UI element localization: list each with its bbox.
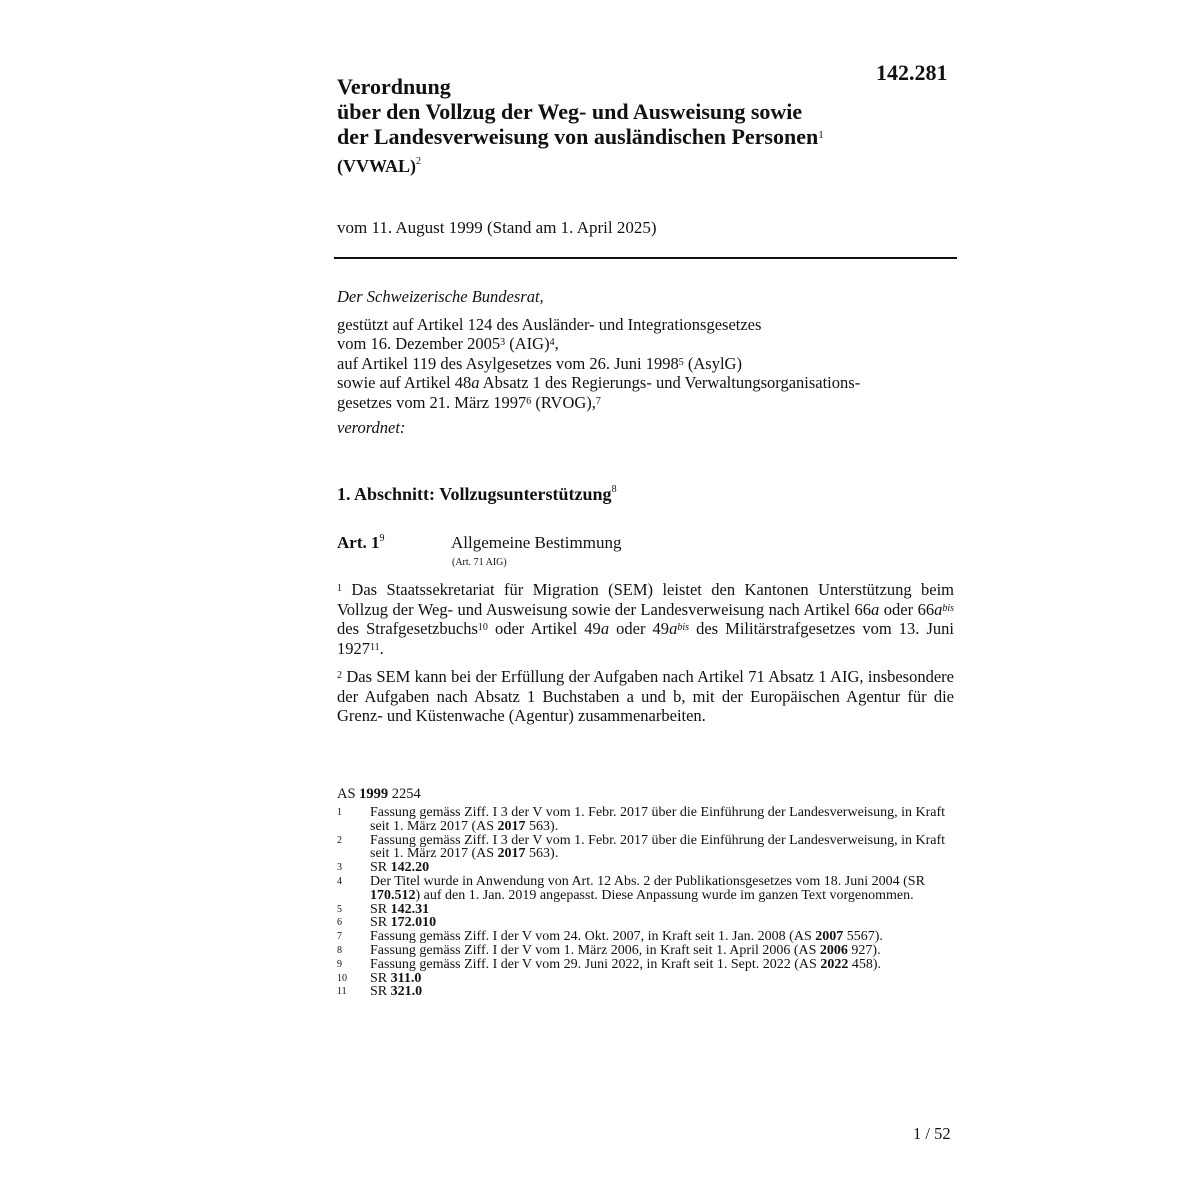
footnote-text-part: 458).	[848, 956, 881, 972]
paragraph-italic: a	[871, 599, 880, 619]
preamble-enact: verordnet:	[337, 418, 406, 437]
date-line: vom 11. August 1999 (Stand am 1. April 2025)	[337, 218, 657, 237]
footnote-8	[337, 944, 954, 958]
preamble-text: (AIG)	[505, 334, 550, 353]
footnote-number: 11	[337, 986, 347, 998]
paragraph-number: 1	[337, 583, 342, 594]
sr-number: 142.281	[876, 60, 948, 85]
footnote-text-part: 927).	[847, 942, 881, 958]
preamble-text: auf Artikel 119 des Asylgesetzes vom 26. Juni 1998	[337, 353, 679, 373]
footnote-text	[370, 806, 954, 834]
footnote-bold-ref: 2007	[815, 929, 844, 945]
footnote-ref-2[interactable]: 2	[416, 156, 421, 167]
footnote-number: 2	[337, 834, 342, 846]
footnote-ref-11[interactable]: 11	[370, 641, 380, 653]
paragraph-2	[337, 667, 954, 726]
footnote-11	[337, 985, 954, 999]
footnote-ref-4[interactable]: 4	[549, 337, 555, 348]
paragraph-italic: a	[600, 619, 610, 638]
footnote-bold-ref: 172.010	[390, 915, 437, 931]
footnote-bold-ref: 2006	[819, 942, 848, 958]
title-abbreviation	[337, 156, 421, 177]
footnote-number: 9	[337, 958, 342, 970]
paragraph-1	[337, 580, 954, 658]
preamble-text: sowie auf Artikel 48	[337, 373, 472, 392]
footnote-ref-8[interactable]: 8	[611, 484, 617, 495]
footnote-number: 3	[337, 862, 342, 874]
title-line-1: Verordnung	[337, 74, 451, 99]
paragraph-sup: bis	[677, 622, 689, 633]
paragraph-italic: a	[934, 599, 943, 619]
footnote-text-part: Fassung gemäss Ziff. I der V vom 1. März 2006, in Kraft seit 1. April 2006 (AS	[370, 942, 820, 958]
footnote-5	[337, 903, 954, 917]
footnote-number: 5	[337, 903, 342, 915]
footnote-number: 10	[337, 972, 347, 984]
footnote-bold-ref: 142.31	[390, 901, 430, 917]
footnote-text-part: SR	[370, 915, 391, 931]
footnote-text-part: SR	[370, 860, 391, 876]
article-reference: (Art. 71 AIG)	[452, 557, 507, 568]
paragraph-text: oder 49	[609, 619, 670, 638]
footnote-bold-ref: 170.512	[370, 887, 416, 903]
title-line-3-text: der Landesverweisung von ausländischen Personen	[337, 124, 819, 149]
preamble-text: (RVOG),	[531, 392, 596, 412]
footnote-bold-ref: 142.20	[390, 860, 430, 876]
as-page: 2254	[388, 786, 421, 802]
footnote-text-part: 563).	[525, 846, 559, 862]
article-number	[337, 533, 384, 553]
page-number: 1 / 52	[913, 1124, 951, 1143]
paragraph-text: Das SEM kann bei der Erfüllung der Aufgaben nach Artikel 71 Absatz 1 AIG, insbesondere der Aufgaben nach Absatz 1 Buchstaben a und b, mit der Europäischen Agentur für die Grenz- und Küstenwache (Agentur) zusammenarbeiten.	[337, 667, 954, 725]
footnote-text	[370, 861, 954, 875]
paragraph-sup: bis	[942, 602, 954, 614]
footnote-text-part: 563).	[525, 818, 559, 834]
paragraph-number: 2	[337, 670, 342, 681]
footnote-2	[337, 834, 954, 862]
footnote-ref-7[interactable]: 7	[595, 395, 601, 407]
preamble-line-1: gestützt auf Artikel 124 des Ausländer- und Integrationsgesetzes	[337, 314, 762, 334]
preamble-line-3	[337, 354, 957, 374]
preamble	[337, 287, 957, 438]
title-line-2: über den Vollzug der Weg- und Ausweisung sowie	[337, 99, 803, 124]
footnote-bold-ref: 2017	[497, 846, 526, 862]
preamble-line-2	[337, 334, 957, 354]
footnote-ref-10[interactable]: 10	[477, 622, 488, 633]
header-divider	[334, 257, 957, 259]
footnote-text-part: SR	[370, 901, 391, 917]
article-number-text: Art. 1	[337, 533, 380, 552]
footnote-text	[370, 958, 954, 972]
footnote-4	[337, 875, 954, 903]
footnote-text	[370, 972, 954, 986]
footnotes	[337, 806, 954, 999]
footnote-text-part: Der Titel wurde in Anwendung von Art. 12 Abs. 2 der Publikationsgesetzes vom 18. Juni 2004 (SR	[370, 873, 925, 889]
footnote-text-part: Fassung gemäss Ziff. I der V vom 24. Okt. 2007, in Kraft seit 1. Jan. 2008 (AS	[370, 929, 816, 945]
footnote-9	[337, 958, 954, 972]
section-heading	[337, 484, 617, 505]
footnote-text	[370, 916, 954, 930]
as-reference	[337, 786, 421, 803]
footnote-number: 1	[337, 807, 342, 818]
paragraph-text: des Strafgesetzbuchs	[337, 619, 478, 638]
as-year: 1999	[359, 786, 389, 802]
paragraph-text: Das Staatssekretariat für Migration (SEM) leistet den Kantonen Unterstützung beim Vollzug der Weg- und Ausweisung sowie der Landesverweisung nach Artikel 66	[337, 580, 954, 619]
footnote-text-part: SR	[370, 970, 391, 986]
preamble-line-5	[337, 393, 957, 413]
footnote-text	[370, 944, 954, 958]
footnote-1	[337, 806, 954, 834]
footnote-text	[370, 875, 954, 903]
footnote-6	[337, 916, 954, 930]
preamble-text: vom 16. Dezember 2005	[337, 334, 501, 353]
preamble-text: gesetzes vom 21. März 1997	[337, 392, 527, 412]
title-line-3	[337, 124, 977, 149]
footnote-ref-6[interactable]: 6	[526, 395, 532, 407]
preamble-text: ,	[554, 334, 559, 353]
footnote-ref-9[interactable]: 9	[379, 533, 385, 544]
document-title	[337, 74, 977, 149]
footnote-number: 8	[337, 944, 342, 956]
footnote-text	[370, 930, 954, 944]
footnote-bold-ref: 2017	[497, 818, 526, 834]
footnote-number: 4	[337, 875, 342, 887]
preamble-text: Absatz 1 des Regierungs- und Verwaltungsorganisations-	[479, 373, 861, 392]
footnote-ref-5[interactable]: 5	[678, 356, 684, 368]
footnote-number: 7	[337, 931, 342, 943]
article-heading: Allgemeine Bestimmung	[451, 533, 622, 552]
preamble-text: (AsylG)	[683, 353, 742, 373]
footnote-text-part: Fassung gemäss Ziff. I 3 der V vom 1. Febr. 2017 über die Einführung der Landesverweisung, in Kraft seit 1. März 2017 (AS	[370, 832, 946, 862]
footnote-text-part: Fassung gemäss Ziff. I 3 der V vom 1. Febr. 2017 über die Einführung der Landesverweisung, in Kraft seit 1. März 2017 (AS	[370, 805, 946, 834]
paragraph-italic: a	[669, 619, 678, 638]
as-prefix: AS	[337, 786, 360, 802]
footnote-ref-3[interactable]: 3	[500, 337, 506, 348]
paragraph-text: .	[379, 638, 384, 658]
footnote-bold-ref: 311.0	[390, 970, 422, 986]
footnote-10	[337, 972, 954, 986]
abbreviation-text: (VVWAL)	[337, 156, 416, 176]
footnote-7	[337, 930, 954, 944]
section-title: 1. Abschnitt: Vollzugsunterstützung	[337, 484, 612, 504]
preamble-line-4	[337, 373, 957, 393]
footnote-bold-ref: 2022	[820, 956, 849, 972]
footnote-text-part: Fassung gemäss Ziff. I der V vom 29. Juni 2022, in Kraft seit 1. Sept. 2022 (AS	[370, 956, 821, 972]
footnote-text	[370, 834, 954, 862]
footnote-number: 6	[337, 917, 342, 929]
footnote-text	[370, 985, 954, 999]
paragraph-text: oder Artikel 49	[487, 619, 601, 638]
footnote-3	[337, 861, 954, 875]
footnote-text-part: 5567).	[843, 929, 883, 945]
preamble-italic: a	[471, 373, 480, 392]
footnote-text-part: SR	[370, 984, 391, 1000]
footnote-text	[370, 903, 954, 917]
footnote-bold-ref: 321.0	[390, 984, 423, 1000]
paragraph-text: oder 66	[879, 599, 935, 619]
paragraph-text: des Militärstrafgesetzes vom 13. Juni 1927	[337, 619, 954, 658]
footnote-text-part: ) auf den 1. Jan. 2019 angepasst. Diese Anpassung wurde im ganzen Text vorgenommen.	[415, 887, 914, 903]
preamble-authority: Der Schweizerische Bundesrat,	[337, 287, 544, 306]
footnote-ref-1[interactable]: 1	[818, 129, 824, 141]
